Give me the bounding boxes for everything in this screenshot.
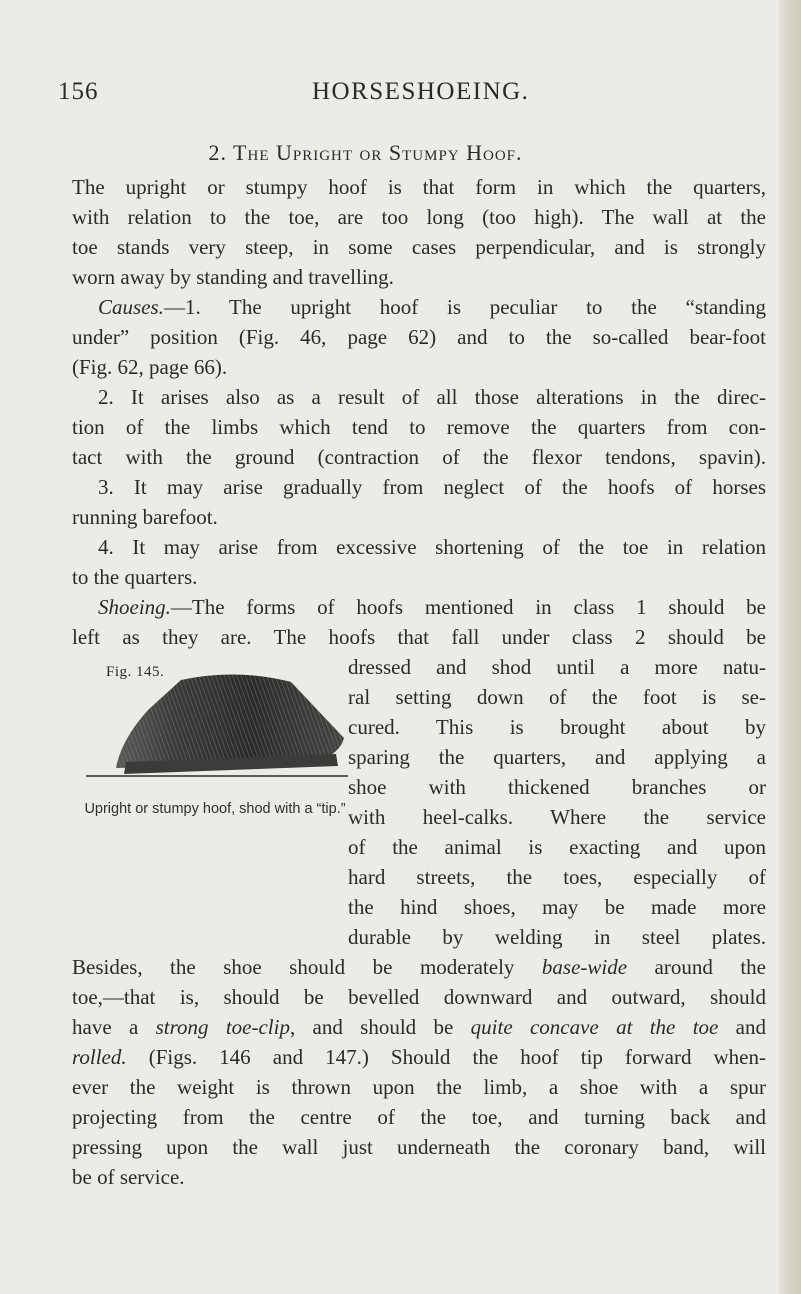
text-line: toe stands very steep, in some cases perpendicular, and is strongly xyxy=(72,235,766,259)
text-run: (Figs. 146 and 147.) Should the hoof tip forward when- xyxy=(126,1045,766,1069)
text-line: tion of the limbs which tend to remove the quarters from con- xyxy=(72,415,766,439)
section-title: 2. The Upright or Stumpy Hoof. xyxy=(208,140,523,165)
text-run: strong toe-clip xyxy=(155,1015,290,1039)
text-run: —1. The upright hoof is peculiar to the “standing xyxy=(163,295,766,319)
text-line: 3. It may arise gradually from neglect of the hoofs of horses xyxy=(98,475,766,499)
text-line: projecting from the centre of the toe, and turning back and xyxy=(72,1105,766,1129)
text-run: —The forms of hoofs mentioned in class 1 should be xyxy=(170,595,766,619)
text-line: running barefoot. xyxy=(72,505,218,529)
text-line: worn away by standing and travelling. xyxy=(72,265,394,289)
text-line xyxy=(72,1012,766,1042)
text-line: 4. It may arise from excessive shortening of the toe in relation xyxy=(98,535,766,559)
text-line: pressing upon the wall just underneath the coronary band, will xyxy=(72,1135,766,1159)
text-line: be of service. xyxy=(72,1165,185,1189)
text-line: The upright or stumpy hoof is that form in which the quarters, xyxy=(72,175,766,199)
text-line: under” position (Fig. 46, page 62) and to the so-called bear-foot xyxy=(72,325,766,349)
text-run: rolled. xyxy=(72,1045,127,1069)
page-edge xyxy=(779,0,801,1294)
text-run: base-wide xyxy=(541,955,628,979)
text-line: the hind shoes, may be made more xyxy=(348,895,766,919)
shoeing-heading: Shoeing. xyxy=(98,595,171,619)
text-line: durable by welding in steel plates. xyxy=(348,925,766,949)
figure-caption: Upright or stumpy hoof, shod with a “tip.” xyxy=(84,801,346,817)
text-run: Besides, the shoe should be moderately xyxy=(72,955,542,979)
hoof-hatching xyxy=(116,674,344,768)
text-line: dressed and shod until a more natu- xyxy=(348,655,766,679)
text-line: ever the weight is thrown upon the limb, a shoe with a spur xyxy=(72,1075,766,1099)
text-run: quite concave at the toe xyxy=(470,1015,719,1039)
text-line: shoe with thickened branches or xyxy=(348,775,766,799)
text-run: , and should be xyxy=(289,1015,471,1039)
text-run: and xyxy=(718,1015,766,1039)
text-line: (Fig. 62, page 66). xyxy=(72,355,228,379)
hoof-figure xyxy=(86,650,356,790)
text-line: cured. This is brought about by xyxy=(348,715,766,739)
text-line: 2. It arises also as a result of all those alterations in the direc- xyxy=(98,385,766,409)
text-line: ral setting down of the foot is se- xyxy=(348,685,766,709)
page-number: 156 xyxy=(58,78,99,105)
text-line: left as they are. The hoofs that fall under class 2 should be xyxy=(72,625,766,649)
causes-heading: Causes. xyxy=(98,295,164,319)
text-line xyxy=(98,592,766,622)
text-line: tact with the ground (contraction of the flexor tendons, spavin). xyxy=(72,445,766,469)
text-line: to the quarters. xyxy=(72,565,198,589)
text-line: with relation to the toe, are too long (too high). The wall at the xyxy=(72,205,766,229)
text-line xyxy=(98,292,766,322)
text-line: with heel-calks. Where the service xyxy=(348,805,766,829)
text-line: sparing the quarters, and applying a xyxy=(348,745,766,769)
hoof-illustration xyxy=(86,650,356,790)
text-line xyxy=(72,1042,766,1072)
text-line: of the animal is exacting and upon xyxy=(348,835,766,859)
text-line xyxy=(72,952,766,982)
text-line: hard streets, the toes, especially of xyxy=(348,865,766,889)
text-line: toe,—that is, should be bevelled downward and outward, should xyxy=(72,985,766,1009)
text-run: have a xyxy=(72,1015,156,1039)
running-title: HORSESHOEING. xyxy=(312,78,530,105)
text-run: around the xyxy=(627,955,766,979)
figure-label: Fig. 145. xyxy=(106,664,165,680)
running-head xyxy=(58,78,758,114)
